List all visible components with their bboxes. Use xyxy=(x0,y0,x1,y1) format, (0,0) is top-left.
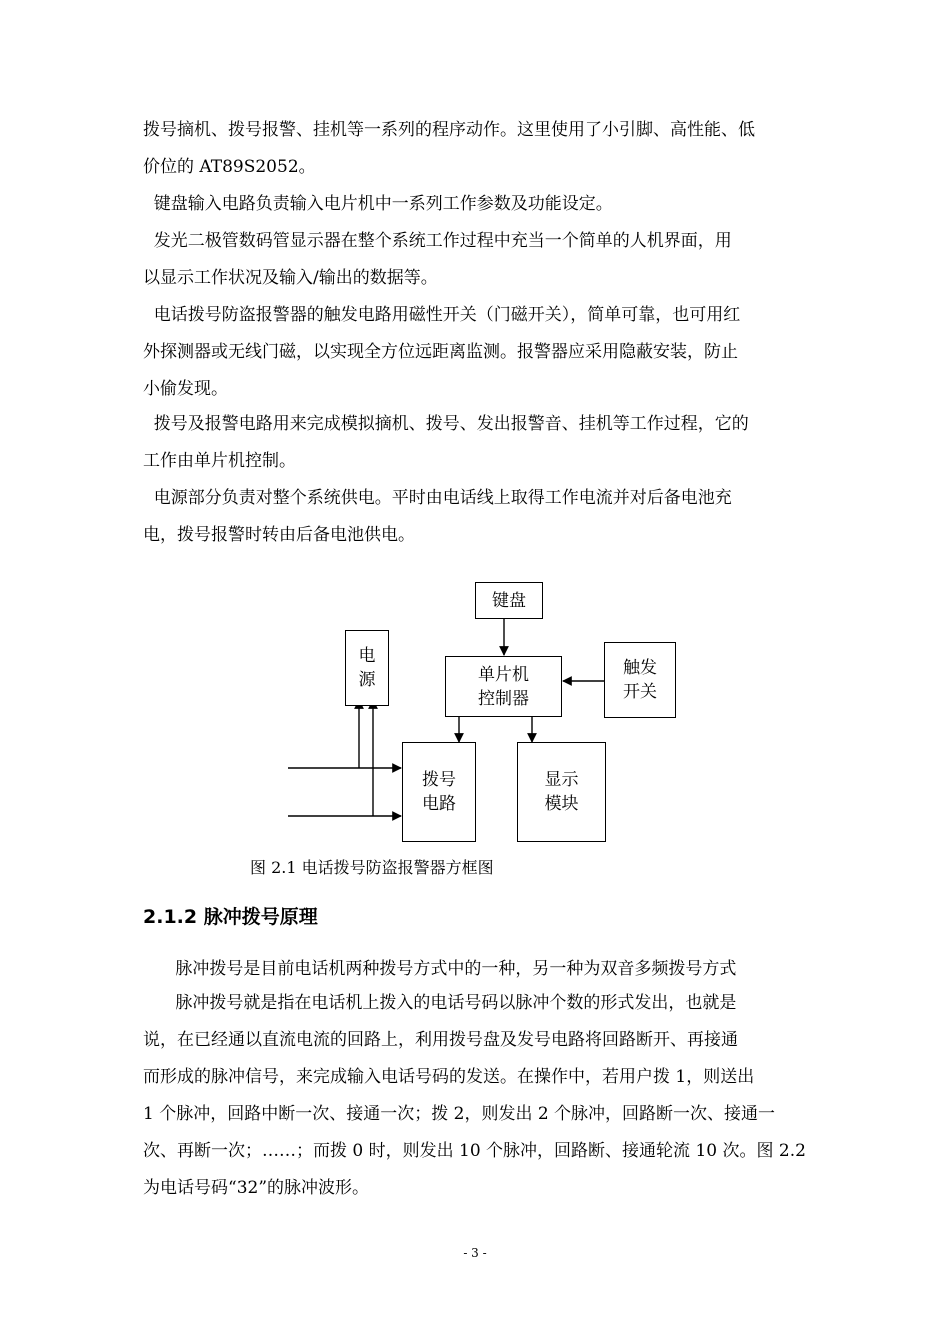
text-line: 脉冲拨号就是指在电话机上拨入的电话号码以脉冲个数的形式发出，也就是 xyxy=(143,993,737,1013)
text-line: 价位的 AT89S2052。 xyxy=(143,157,316,177)
paragraph-pulse-dial-intro xyxy=(143,951,810,988)
keyboard-label: 键盘 xyxy=(492,590,526,611)
text-line: 发光二极管数码管显示器在整个系统工作过程中充当一个简单的人机界面，用 xyxy=(143,231,732,251)
text-line: 拨号摘机、拨号报警、挂机等一系列的程序动作。这里使用了小引脚、高性能、低 xyxy=(143,120,755,140)
display-module-box xyxy=(517,742,606,842)
text-line: 电话拨号防盗报警器的触发电路用磁性开关（门磁开关），简单可靠，也可用红 xyxy=(143,305,741,325)
display-label-line: 模块 xyxy=(544,794,579,814)
text-line: 1 个脉冲，回路中断一次、接通一次；拨 2，则发出 2 个脉冲，回路断一次、接通一 xyxy=(143,1104,776,1124)
text-line: 而形成的脉冲信号，来完成输入电话号码的发送。在操作中，若用户拨 1，则送出 xyxy=(143,1067,755,1087)
trigger-switch-box xyxy=(604,642,676,718)
trigger-label-line: 开关 xyxy=(623,682,657,702)
figure-caption: 图 2.1 电话拨号防盗报警器方框图 xyxy=(250,858,494,877)
text-line: 以显示工作状况及输入/输出的数据等。 xyxy=(143,268,438,288)
mcu-box xyxy=(445,656,562,717)
page-number: - 3 - xyxy=(463,1246,487,1260)
display-label-line: 显示 xyxy=(544,770,579,790)
section-heading: 2.1.2 脉冲拨号原理 xyxy=(143,906,318,928)
text-line: 脉冲拨号是目前电话机两种拨号方式中的一种，另一种为双音多频拨号方式 xyxy=(143,959,737,979)
paragraph-power xyxy=(143,480,810,554)
text-line: 小偷发现。 xyxy=(143,379,228,399)
mcu-label-line: 控制器 xyxy=(478,688,529,709)
paragraph-keyboard xyxy=(143,186,810,223)
trigger-label-line: 触发 xyxy=(623,658,657,678)
text-line: 为电话号码“32”的脉冲波形。 xyxy=(143,1178,370,1198)
power-box xyxy=(345,630,389,706)
mcu-label-line: 单片机 xyxy=(478,664,529,685)
text-line: 次、再断一次；……；而拨 0 时，则发出 10 个脉冲，回路断、接通轮流 10 次。图 2.2 xyxy=(143,1141,806,1161)
dial-label-line: 电路 xyxy=(422,794,456,814)
paragraph-trigger xyxy=(143,297,810,408)
paragraph-mcu-intro xyxy=(143,112,810,186)
text-line: 外探测器或无线门磁，以实现全方位远距离监测。报警器应采用隐蔽安装，防止 xyxy=(143,342,738,362)
power-label-line: 电 xyxy=(358,646,376,666)
paragraph-pulse-dial-detail xyxy=(143,985,810,1207)
keyboard-box xyxy=(475,582,543,619)
text-line: 电，拨号报警时转由后备电池供电。 xyxy=(143,525,415,545)
text-line: 说，在已经通以直流电流的回路上，利用拨号盘及发号电路将回路断开、再接通 xyxy=(143,1030,738,1050)
dial-label-line: 拨号 xyxy=(422,770,456,790)
text-line: 工作由单片机控制。 xyxy=(143,451,296,471)
paragraph-dial-circuit xyxy=(143,406,810,480)
text-line: 拨号及报警电路用来完成模拟摘机、拨号、发出报警音、挂机等工作过程，它的 xyxy=(143,414,749,434)
text-line: 电源部分负责对整个系统供电。平时由电话线上取得工作电流并对后备电池充 xyxy=(143,488,732,508)
paragraph-display xyxy=(143,223,810,297)
dial-circuit-box xyxy=(402,742,476,842)
text-line: 键盘输入电路负责输入电片机中一系列工作参数及功能设定。 xyxy=(143,194,613,214)
power-label-line: 源 xyxy=(358,670,376,690)
